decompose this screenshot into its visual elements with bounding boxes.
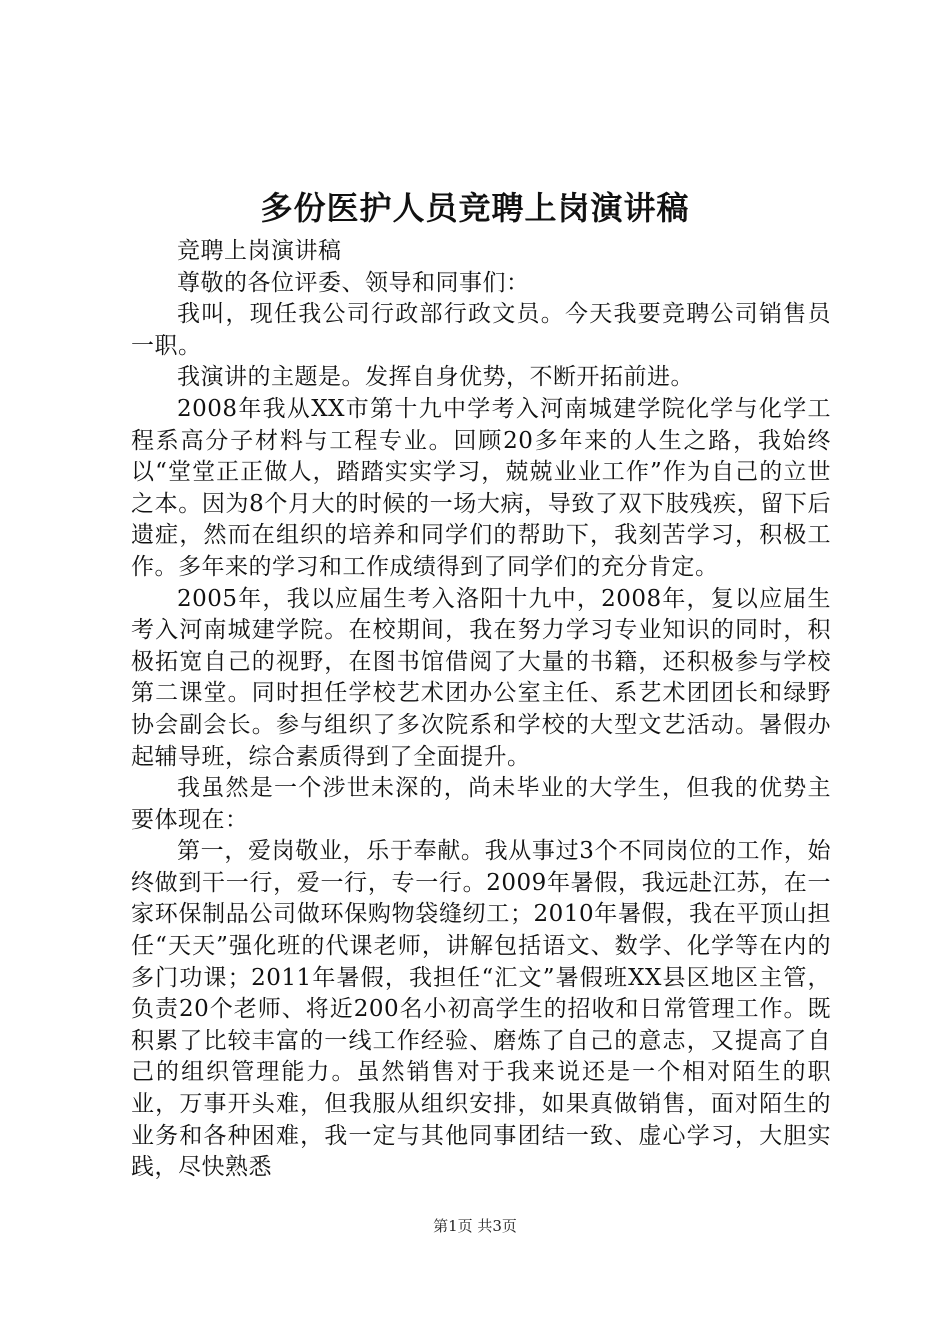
document-title: 多份医护人员竞聘上岗演讲稿 [260,189,690,227]
paragraph-education: 2005年，我以应届生考入洛阳十九中，2008年，复以应届生考入河南城建学院。在校期间，我在努力学习专业知识的同时，积极拓宽自己的视野，在图书馆借阅了大量的书籍，还积极参与学校第二课堂。同时担任学校艺术团办公室主任、系艺术团团长和绿野协会副会长。参与组织了多次院系和学校的大型文艺活动。暑假办起辅导班，综合素质得到了全面提升。 [131,585,831,770]
paragraph-subtitle: 竞聘上岗演讲稿 [177,238,342,264]
document-body [131,236,831,1184]
page-footer: 第1页 共3页 [433,1217,517,1235]
paragraph-strengths-intro: 我虽然是一个涉世未深的，尚未毕业的大学生，但我的优势主要体现在： [131,775,831,833]
paragraph-theme: 我演讲的主题是。发挥自身优势，不断开拓前进。 [177,364,694,391]
paragraph-strength-first: 第一，爱岗敬业，乐于奉献。我从事过3个不同岗位的工作，始终做到干一行，爱一行，专一行。2009年暑假，我远赴江苏，在一家环保制品公司做环保购物袋缝纫工；2010年暑假，我在平顶山担任“天天”强化班的代课老师，讲解包括语文、数学、化学等在内的多门功课；2011年暑假，我担任“汇文”暑假班XX县区地区主管，负责20个老师、将近200名小初高学生的招收和日常管理工作。既积累了比较丰富的一线工作经验、磨炼了自己的意志，又提高了自己的组织管理能力。虽然销售对于我来说还是一个相对陌生的职业，万事开头难，但我服从组织安排，如果真做销售，面对陌生的业务和各种困难，我一定与其他同事团结一致、虚心学习，大胆实践，尽快熟悉 [131,838,831,1181]
paragraph-intro: 我叫，现任我公司行政部行政文员。今天我要竞聘公司销售员一职。 [131,301,831,359]
paragraph-background: 2008年我从XX市第十九中学考入河南城建学院化学与化学工程系高分子材料与工程专业。回顾20多年来的人生之路，我始终以“堂堂正正做人，踏踏实实学习，兢兢业业工作”作为自己的立世之本。因为8个月大的时候的一场大病，导致了双下肢残疾，留下后遗症，然而在组织的培养和同学们的帮助下，我刻苦学习，积极工作。多年来的学习和工作成绩得到了同学们的充分肯定。 [131,395,831,580]
paragraph-salutation: 尊敬的各位评委、领导和同事们： [177,269,530,296]
